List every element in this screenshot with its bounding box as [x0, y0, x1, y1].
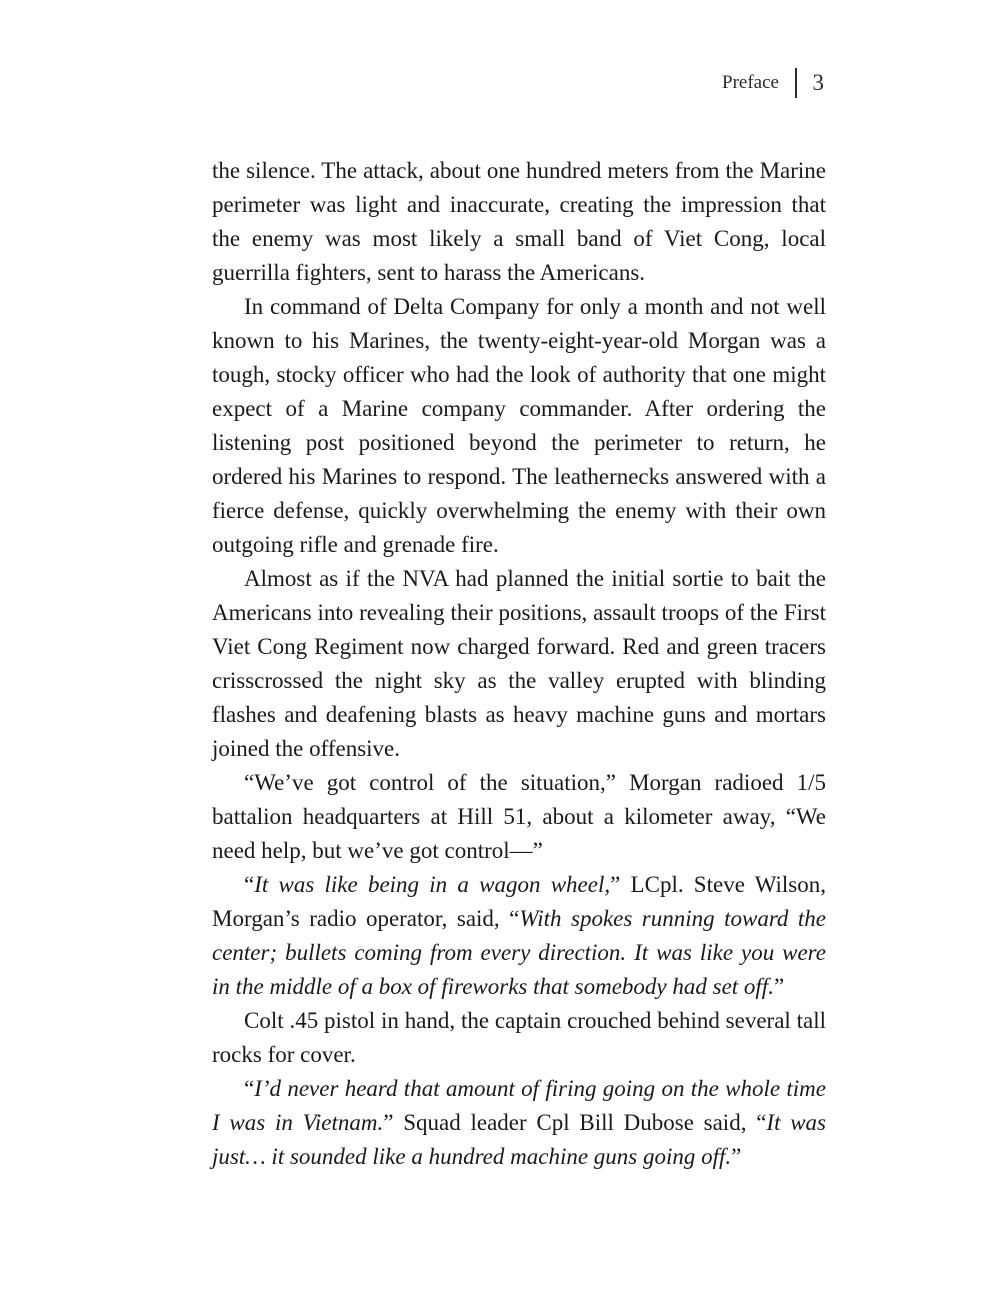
running-head [722, 66, 824, 100]
paragraph [212, 868, 826, 1004]
italic-quote-run: It was just… it sounded like a hundred machine guns going off. [212, 1110, 826, 1169]
page-number: 3 [812, 70, 824, 95]
text-run: “ [244, 872, 255, 897]
body-text [212, 154, 826, 1174]
paragraph [212, 562, 826, 766]
paragraph [212, 154, 826, 290]
text-run: ” LCpl. Steve Wilson, Morgan’s radio operator, said, “ [212, 872, 826, 931]
paragraph [212, 290, 826, 562]
text-run: Almost as if the NVA had planned the initial sortie to bait the Americans into revealing their positions, assault troops of the First Viet Cong Regiment now charged forward. Red and green tracers crisscrossed the night sky as the valley erupted with blinding flashes and deafening blasts as heavy machine guns and mortars joined the offensive. [212, 566, 826, 761]
text-run: the silence. The attack, about one hundred meters from the Marine perimeter was light and inaccurate, creating the impression that the enemy was most likely a small band of Viet Cong, local guerrilla fighters, sent to harass the Americans. [212, 158, 826, 285]
text-run: ” Squad leader Cpl Bill Dubose said, “ [383, 1110, 767, 1135]
text-run: Colt .45 pistol in hand, the captain crouched behind several tall rocks for cover. [212, 1008, 826, 1067]
paragraph [212, 1072, 826, 1174]
paragraph [212, 766, 826, 868]
text-run: ” [731, 1144, 742, 1169]
paragraph [212, 1004, 826, 1072]
text-run: ” [773, 974, 785, 999]
running-head-divider [795, 68, 797, 98]
text-run: In command of Delta Company for only a month and not well known to his Marines, the twenty-eight-year-old Morgan was a tough, stocky officer who had the look of authority that one might expect of a Marine company commander. After ordering the listening post positioned beyond the perimeter to return, he ordered his Marines to respond. The leathernecks answered with a fierce defense, quickly overwhelming the enemy with their own outgoing rifle and grenade fire. [212, 294, 826, 557]
text-run: “ [244, 1076, 255, 1101]
italic-quote-run: I’d never heard that amount of firing going on the whole time I was in Vietnam. [212, 1076, 826, 1135]
running-head-section-title: Preface [722, 72, 779, 93]
italic-quote-run: With spokes running toward the center; bullets coming from every direction. It was like you were in the middle of a box of fireworks that somebody had set off. [212, 906, 826, 999]
text-run: “We’ve got control of the situation,” Morgan radioed 1/5 battalion headquarters at Hill 51, about a kilometer away, “We need help, but we’ve got control—” [212, 770, 826, 863]
italic-quote-run: It was like being in a wagon wheel, [254, 872, 611, 897]
